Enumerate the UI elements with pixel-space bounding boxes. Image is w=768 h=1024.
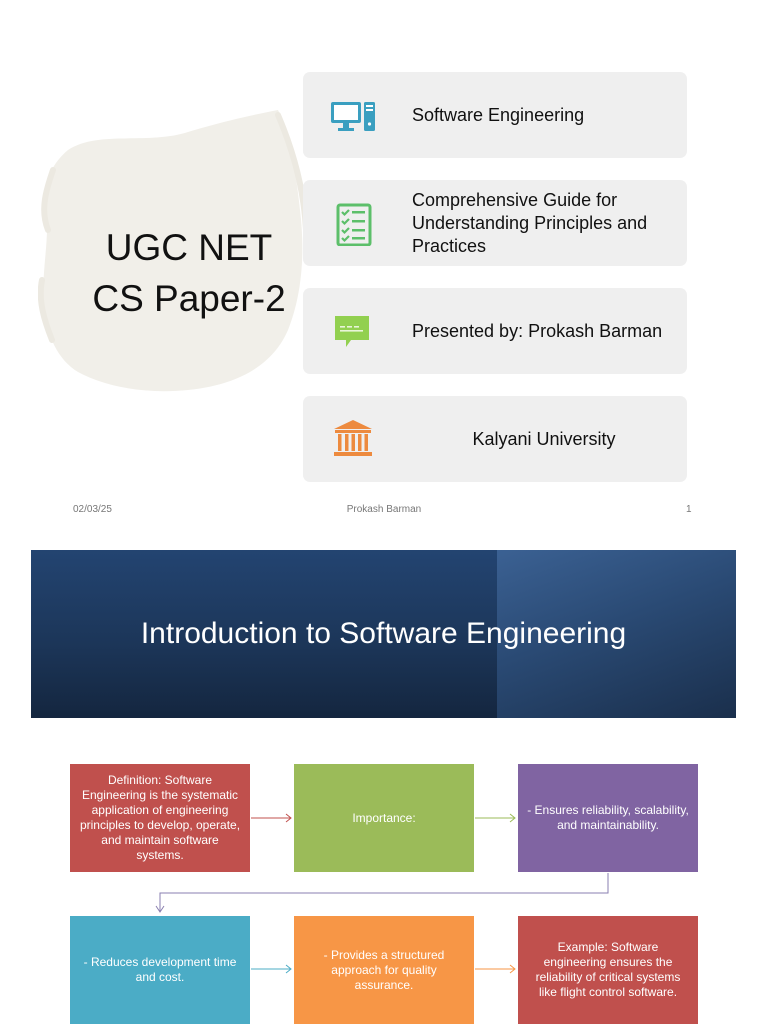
footer-author: Prokash Barman [346, 504, 422, 515]
card-text: Comprehensive Guide for Understanding Principles and Practices [412, 189, 648, 256]
flow-box-importance: Importance: [294, 764, 474, 872]
banner-title: Introduction to Software Engineering [140, 617, 627, 650]
card-text: Presented by: Prokash Barman [412, 320, 663, 341]
title-line-1: UGC NET [105, 227, 273, 268]
chat-bubble-icon [329, 312, 377, 352]
flow-box-example: Example: Software engineering ensures the reliability of critical systems like flight control software. [518, 916, 698, 1024]
computer-icon [329, 96, 377, 136]
flow-box-definition: Definition: Software Engineering is the systematic application of engineering principles to develop, operate, and maintain software systems. [70, 764, 250, 872]
slide-title [78, 222, 300, 324]
institution-icon [329, 418, 377, 458]
arrow-3 [156, 873, 608, 912]
arrow-4 [251, 965, 291, 973]
card-university [303, 396, 687, 482]
flow-box-reliability: - Ensures reliability, scalability, and maintainability. [518, 764, 698, 872]
card-text: Software Engineering [412, 104, 585, 125]
section-banner [31, 550, 736, 718]
card-software-engineering [303, 72, 687, 158]
title-line-2: CS Paper-2 [92, 278, 286, 319]
footer-date: 02/03/25 [73, 504, 112, 515]
footer-page-number: 1 [686, 504, 692, 515]
card-presenter [303, 288, 687, 374]
card-text: Kalyani University [472, 428, 616, 449]
arrow-1 [251, 814, 291, 822]
flow-box-quality: - Provides a structured approach for quality assurance. [294, 916, 474, 1024]
checklist-icon [329, 202, 377, 246]
arrow-2 [475, 814, 515, 822]
flow-box-reduces-cost: - Reduces development time and cost. [70, 916, 250, 1024]
arrow-5 [475, 965, 515, 973]
card-guide [303, 180, 687, 266]
